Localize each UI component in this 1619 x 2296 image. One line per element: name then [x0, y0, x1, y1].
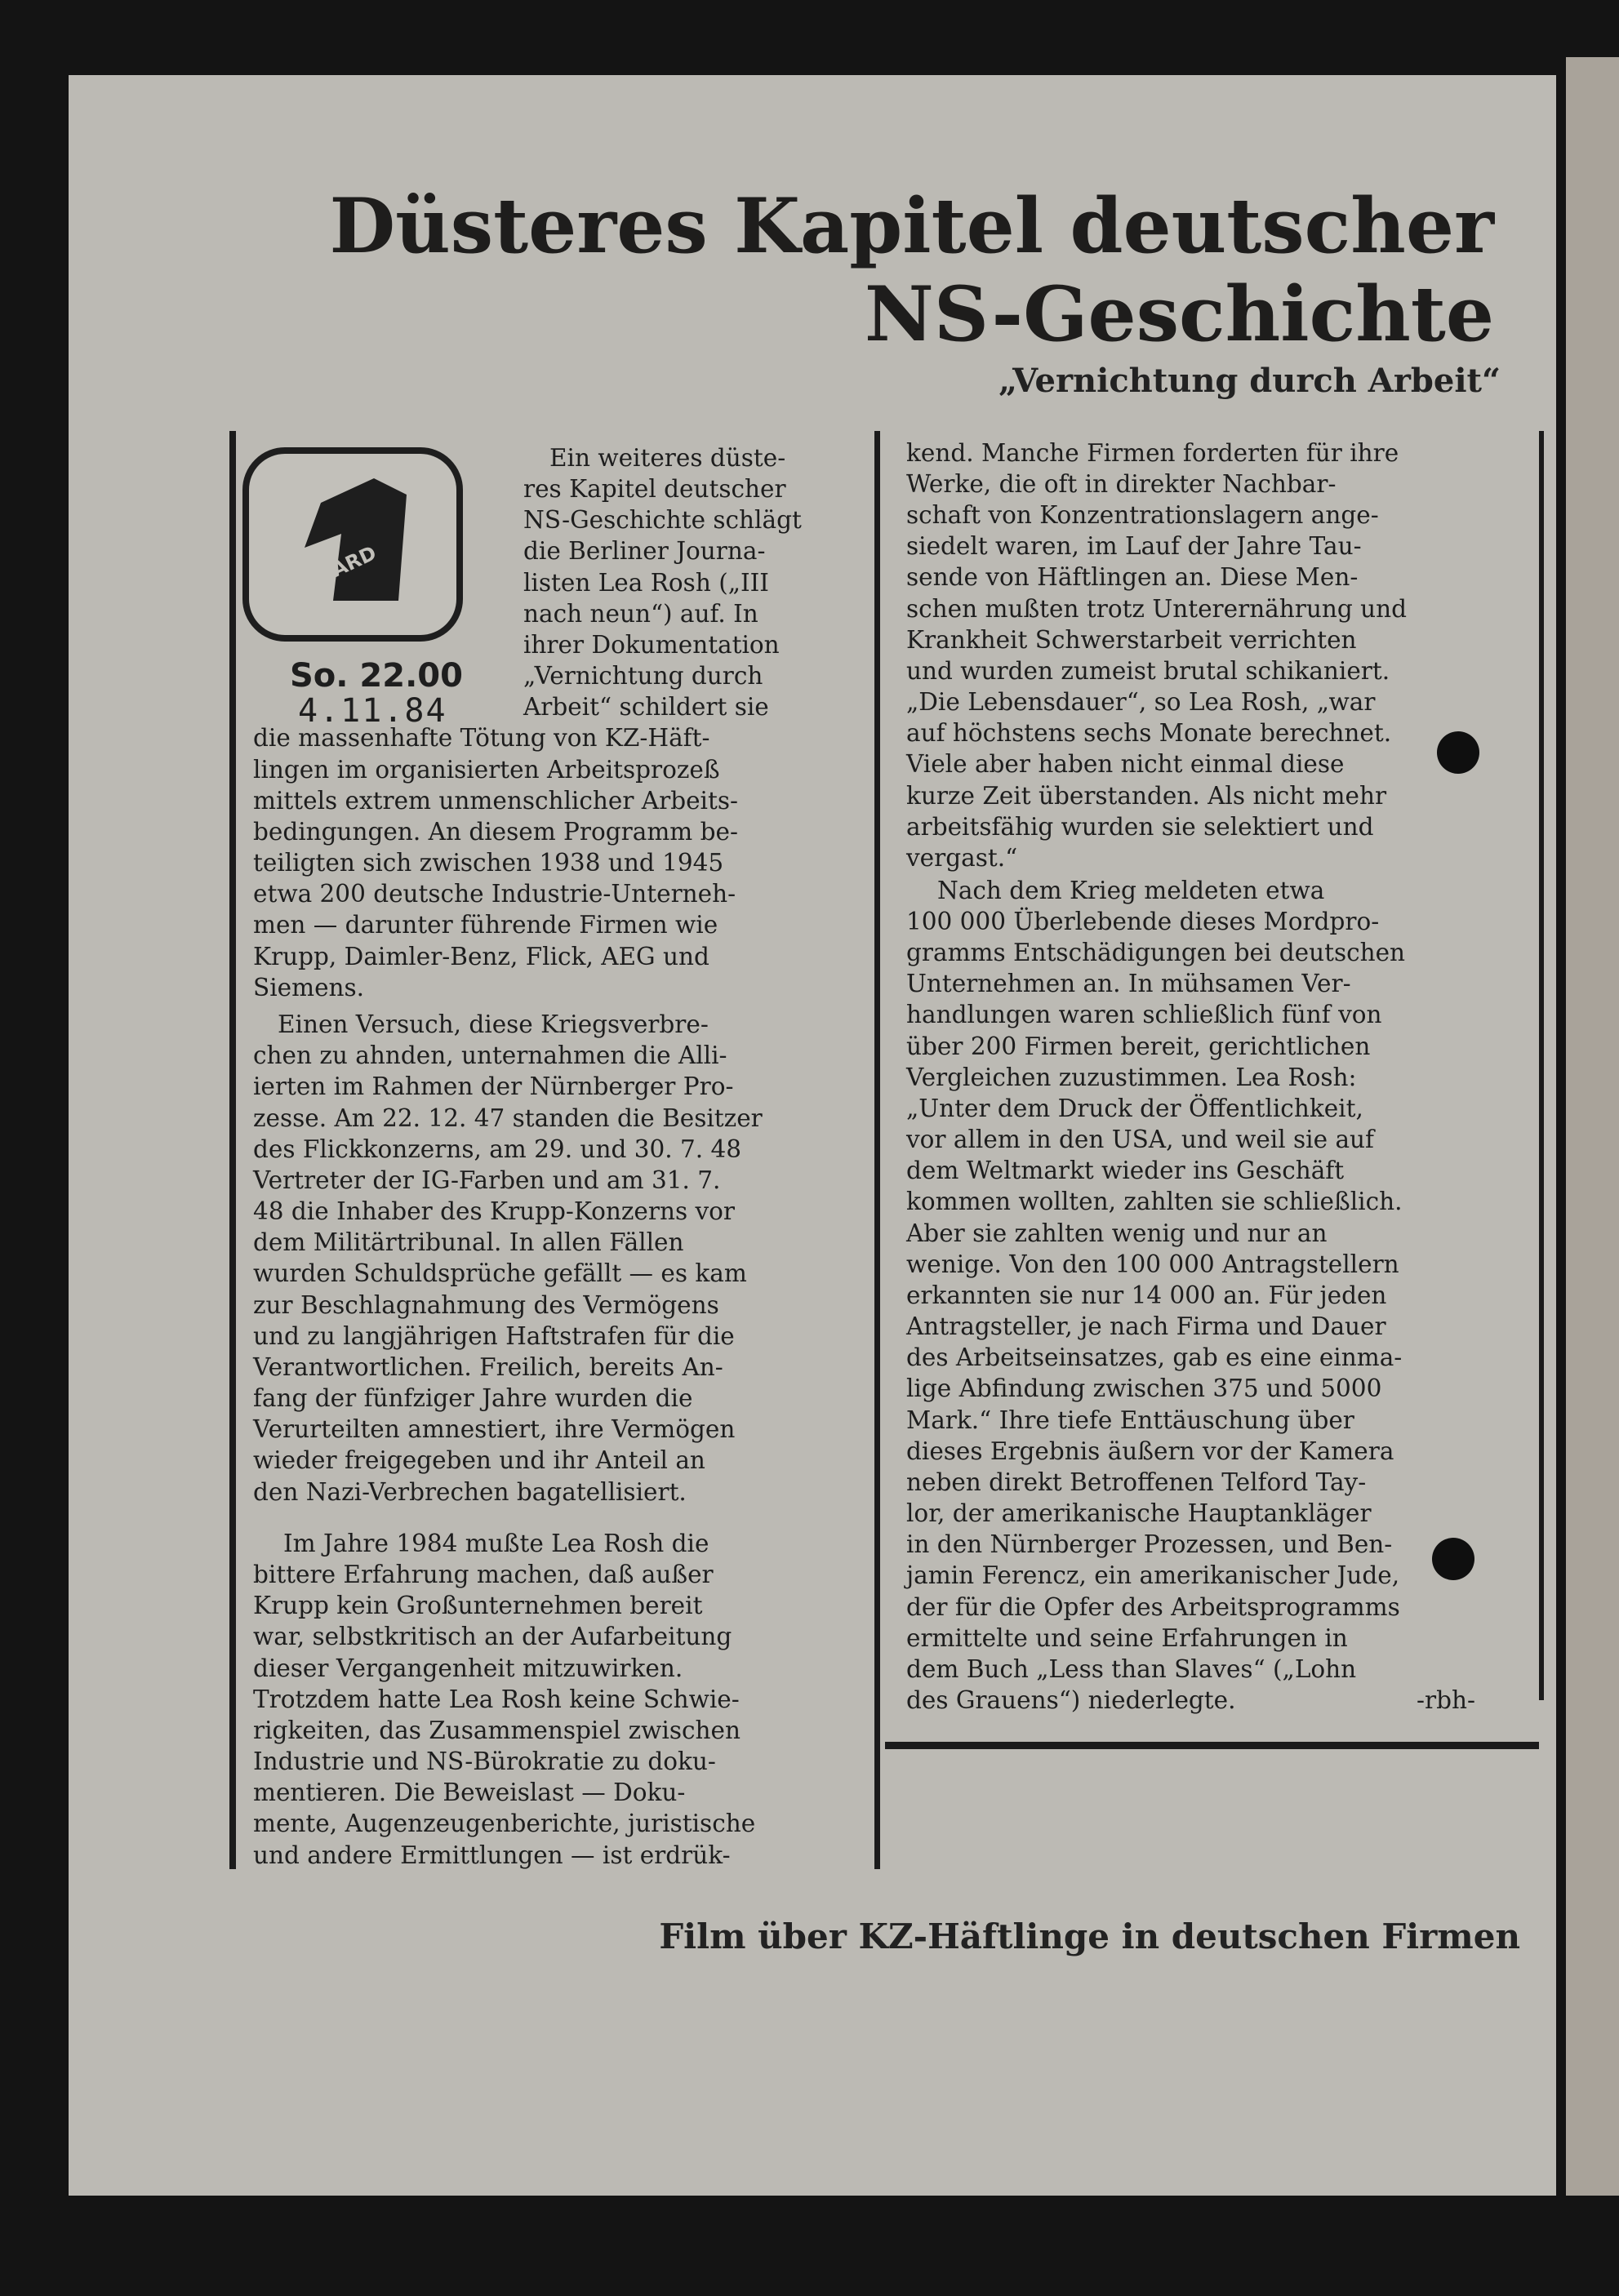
punch-hole — [1437, 731, 1479, 774]
text-line: men — darunter führende Firmen wie — [253, 911, 718, 939]
text-line: „Vernichtung durch — [523, 662, 763, 690]
text-line: lingen im organisierten Arbeitsprozeß — [253, 756, 720, 784]
text-line: wenige. Von den 100 000 Antragstellern — [906, 1250, 1399, 1278]
text-line: dem Militärtribunal. In allen Fällen — [253, 1228, 684, 1256]
text-line: „Die Lebensdauer“, so Lea Rosh, „war — [906, 688, 1376, 716]
text-line: Verurteilten amnestiert, ihre Vermögen — [253, 1415, 736, 1443]
text-line: der für die Opfer des Arbeitsprogramms — [906, 1593, 1400, 1621]
punch-hole — [1432, 1538, 1474, 1580]
text-line: sende von Häftlingen an. Diese Men- — [906, 563, 1359, 591]
text-line: Arbeit“ schildert sie — [523, 693, 769, 721]
text-line: die Berliner Journa- — [523, 537, 766, 565]
text-line: dieses Ergebnis äußern vor der Kamera — [906, 1437, 1394, 1465]
center-column-rule — [874, 431, 880, 1869]
text-line: bedingungen. An diesem Programm be- — [253, 818, 738, 846]
text-line: und wurden zumeist brutal schikaniert. — [906, 657, 1390, 685]
text-line: war, selbstkritisch an der Aufarbeitung — [253, 1623, 732, 1650]
handwritten-date: 4.11.84 — [298, 692, 447, 730]
text-line: mentieren. Die Beweislast — Doku- — [253, 1779, 686, 1806]
text-line: Trotzdem hatte Lea Rosh keine Schwie- — [253, 1685, 740, 1713]
text-line: fang der fünfziger Jahre wurden die — [253, 1384, 693, 1412]
text-line: teiligten sich zwischen 1938 und 1945 — [253, 849, 724, 877]
text-line: Unternehmen an. In mühsamen Ver- — [906, 970, 1351, 997]
text-line: 48 die Inhaber des Krupp-Konzerns vor — [253, 1197, 736, 1225]
text-line: Verantwortlichen. Freilich, bereits An- — [253, 1353, 723, 1381]
text-line: den Nazi-Verbrechen bagatellisiert. — [253, 1478, 687, 1506]
bottom-headline: Film über KZ-Häftlinge in deutschen Firmen — [659, 1916, 1520, 1956]
channel-one-icon — [296, 478, 411, 601]
text-line: Einen Versuch, diese Kriegsverbre- — [278, 1010, 709, 1038]
text-line: in den Nürnberger Prozessen, und Ben- — [906, 1530, 1393, 1558]
text-line: lige Abfindung zwischen 375 und 5000 — [906, 1374, 1382, 1402]
text-line: Krupp kein Großunternehmen bereit — [253, 1592, 703, 1619]
text-line: vor allem in den USA, und weil sie auf — [906, 1126, 1374, 1153]
text-line: Krankheit Schwerstarbeit verrichten — [906, 626, 1357, 654]
text-line: wieder freigegeben und ihr Anteil an — [253, 1446, 705, 1474]
text-line: NS-Geschichte schlägt — [523, 506, 802, 534]
subtitle: „Vernichtung durch Arbeit“ — [999, 362, 1501, 400]
text-line: des Arbeitseinsatzes, gab es eine einma- — [906, 1343, 1403, 1371]
text-line: etwa 200 deutsche Industrie-Unterneh- — [253, 880, 736, 908]
text-line: Siemens. — [253, 974, 365, 1001]
text-line: nach neun“) auf. In — [523, 600, 758, 628]
text-line: dieser Vergangenheit mitzuwirken. — [253, 1654, 683, 1682]
text-line: lor, der amerikanische Hauptankläger — [906, 1499, 1372, 1527]
text-line: Nach dem Krieg meldeten etwa — [937, 877, 1325, 904]
text-line: siedelt waren, im Lauf der Jahre Tau- — [906, 532, 1362, 560]
text-line: Viele aber haben nicht einmal diese — [906, 750, 1345, 778]
text-line: schaft von Konzentrationslagern ange- — [906, 501, 1379, 529]
text-line: Im Jahre 1984 mußte Lea Rosh die — [283, 1530, 709, 1557]
text-line: über 200 Firmen bereit, gerichtlichen — [906, 1033, 1371, 1060]
text-line: mittels extrem unmenschlicher Arbeits- — [253, 787, 738, 815]
text-line: wurden Schuldsprüche gefällt — es kam — [253, 1259, 747, 1287]
text-line: Krupp, Daimler-Benz, Flick, AEG und — [253, 943, 709, 970]
text-line: Mark.“ Ihre tiefe Enttäuschung über — [906, 1406, 1354, 1434]
ard-logo-text: ARD — [327, 541, 380, 582]
text-line: rigkeiten, das Zusammenspiel zwischen — [253, 1716, 741, 1744]
headline-line-1: Düsteres Kapitel deutscher — [329, 181, 1494, 270]
right-column-rule — [1539, 431, 1544, 1700]
author-signature: -rbh- — [1417, 1686, 1475, 1714]
text-line: „Unter dem Druck der Öffentlichkeit, — [906, 1095, 1363, 1122]
text-line: zesse. Am 22. 12. 47 standen die Besitzer — [253, 1104, 763, 1132]
text-line: vergast.“ — [906, 844, 1018, 872]
text-line: dem Weltmarkt wieder ins Geschäft — [906, 1157, 1345, 1184]
text-line: dem Buch „Less than Slaves“ („Lohn — [906, 1655, 1357, 1683]
text-line: ihrer Dokumentation — [523, 631, 780, 659]
bottom-rule — [885, 1742, 1539, 1749]
text-line: ierten im Rahmen der Nürnberger Pro- — [253, 1073, 734, 1100]
text-line: Industrie und NS-Bürokratie zu doku- — [253, 1748, 716, 1775]
text-line: Antragsteller, je nach Firma und Dauer — [906, 1312, 1386, 1340]
text-line: die massenhafte Tötung von KZ-Häft- — [253, 724, 710, 752]
text-line: jamin Ferencz, ein amerikanischer Jude, — [906, 1561, 1400, 1589]
text-line: erkannten sie nur 14 000 an. Für jeden — [906, 1281, 1387, 1309]
ard-logo — [242, 447, 463, 642]
text-line: kurze Zeit überstanden. Als nicht mehr — [906, 782, 1387, 810]
text-line: kend. Manche Firmen forderten für ihre — [906, 439, 1399, 467]
text-line: ermittelte und seine Erfahrungen in — [906, 1624, 1348, 1652]
headline-line-2: NS-Geschichte — [864, 269, 1494, 358]
text-line: handlungen waren schließlich fünf von — [906, 1001, 1382, 1028]
text-line: bittere Erfahrung machen, daß außer — [253, 1561, 714, 1588]
text-line: auf höchstens sechs Monate berechnet. — [906, 719, 1392, 747]
text-line: Aber sie zahlten wenig und nur an — [906, 1219, 1328, 1247]
text-line: und zu langjährigen Haftstrafen für die — [253, 1322, 735, 1350]
text-line: schen mußten trotz Unterernährung und — [906, 595, 1408, 623]
text-line: chen zu ahnden, unternahmen die Alli- — [253, 1041, 727, 1069]
text-line: Vertreter der IG-Farben und am 31. 7. — [253, 1166, 721, 1194]
text-line: Vergleichen zuzustimmen. Lea Rosh: — [906, 1064, 1357, 1091]
text-line: und andere Ermittlungen — ist erdrük- — [253, 1841, 731, 1869]
airtime: So. 22.00 — [290, 657, 463, 695]
text-line: des Grauens“) niederlegte. — [906, 1686, 1236, 1714]
text-line: arbeitsfähig wurden sie selektiert und — [906, 813, 1374, 841]
text-line: gramms Entschädigungen bei deutschen — [906, 939, 1406, 966]
text-line: des Flickkonzerns, am 29. und 30. 7. 48 — [253, 1135, 742, 1163]
text-line: listen Lea Rosh („III — [523, 569, 769, 597]
text-line: Werke, die oft in direkter Nachbar- — [906, 470, 1337, 498]
text-line: zur Beschlagnahmung des Vermögens — [253, 1291, 719, 1319]
text-line: Ein weiteres düste- — [549, 444, 786, 472]
text-line: neben direkt Betroffenen Telford Tay- — [906, 1468, 1367, 1496]
text-line: res Kapitel deutscher — [523, 475, 786, 503]
text-line: 100 000 Überlebende dieses Mordpro- — [906, 908, 1380, 935]
text-line: kommen wollten, zahlten sie schließlich. — [906, 1188, 1403, 1215]
left-column-rule — [229, 431, 236, 1869]
text-line: mente, Augenzeugenberichte, juristische — [253, 1810, 756, 1837]
adjacent-page-edge — [1566, 57, 1619, 2196]
